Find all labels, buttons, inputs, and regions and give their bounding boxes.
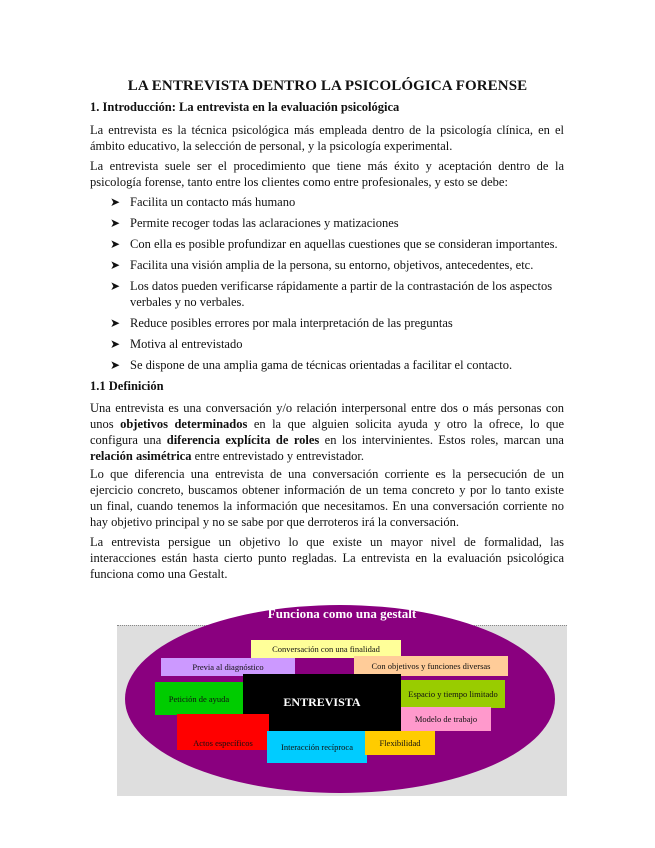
text-line: Los datos pueden verificarse rápidamente a partir de la contrastación de los aspectos bbox=[130, 279, 553, 293]
gestalt-diagram bbox=[117, 600, 567, 795]
paragraph-intro-2 bbox=[90, 158, 564, 190]
box-entrevista-center: ENTREVISTA bbox=[243, 674, 401, 731]
text-line: relación asimétrica entre entrevistado y entrevistador. bbox=[90, 449, 364, 463]
box-espacio-tiempo: Espacio y tiempo limitado bbox=[401, 680, 505, 708]
box-peticion-ayuda: Petición de ayuda bbox=[155, 682, 243, 715]
paragraph-difference bbox=[90, 466, 564, 530]
arrow-bullet-icon: ➤ bbox=[110, 216, 121, 230]
document-page: LA ENTREVISTA DENTRO LA PSICOLÓGICA FORENSE 1. Introducción: La entrevista en la evaluación psicológica La entrevista es la técnica psicológica más empleada dentro de la psicología clínica, en el ámbito educativo, la selección de personal, y la psicología experimental. La entrevista suele ser el procedimiento que tiene más éxito y aceptación dentro de la psicología forense, tanto entre los clientes como entre profesionales, y esto se debe: ➤ Facilita un contacto más humano ➤ Permite recoger todas las aclaraciones y matizaciones ➤ Con ella es posible profundizar en aquellas cuestiones que se consideran importantes. ➤ Facilita una visión amplia de la persona, su entorno, objetivos, antecedentes, etc. ➤ Los datos pueden verificarse rápidamente a partir de la contrastación de los aspectos verbales y no verbales. ➤ Reduce posibles errores por mala interpretación de las preguntas ➤ Motiva al entrevistado ➤ Se dispone de una amplia gama de técnicas orientadas a facilitar el contacto. 1.1 Definición Una entrevista es una conversación y/o relación interpersonal entre dos o más personas con unos objetivos determinados en la que alguien solicita ayuda y otro la ofrece, lo que configura una diferencia explícita de roles en los intervinientes. Estos roles, marcan una relación asimétrica entre entrevistado y entrevistador. Lo que diferencia una entrevista de una conversación corriente es la persecución de un ejercicio concreto, buscamos obtener información de un tema concreto y por lo tanto existe un final, cuando tenemos la información que necesitamos. En una conversación corriente no hay objetivo principal y no se sabe por que derroteros irá la conversación. La entrevista persigue un objetivo lo que existe un mayor nivel de formalidad, las interacciones están hasta cierto punto regladas. La entrevista en la evaluación psicológica funciona como una Gestalt. Funciona como una gestalt Conversación con una finalidad Previa al diagnóstico Con objetivos y funciones diversas Petición de ayuda Espacio y tiempo limitado Modelo de trabajo ENTREVISTA Actos específicos Interacción recíproca Flexibilidad bbox=[0, 0, 655, 848]
arrow-bullet-icon: ➤ bbox=[110, 237, 121, 251]
text-line: La entrevista suele ser el procedimiento que tiene más éxito y aceptación dentro de la bbox=[90, 159, 564, 173]
arrow-bullet-icon: ➤ bbox=[110, 195, 121, 209]
text-line: Una entrevista es una conversación y/o relación interpersonal entre dos o más personas con bbox=[90, 401, 564, 415]
paragraph-intro-1 bbox=[90, 122, 564, 154]
section-heading-definicion: 1.1 Definición bbox=[90, 379, 164, 393]
text-line: un final, cuando tenemos la información que necesitamos. En una conversación corriente no bbox=[90, 499, 564, 513]
section-heading-introduccion: 1. Introducción: La entrevista en la evaluación psicológica bbox=[90, 100, 400, 114]
box-modelo-trabajo: Modelo de trabajo bbox=[401, 707, 491, 731]
text-line: La entrevista es la técnica psicológica más empleada dentro de la psicología clínica, en el bbox=[90, 123, 564, 137]
arrow-bullet-icon: ➤ bbox=[110, 337, 121, 351]
text-line: ejercicio concreto, buscamos obtener información de un tema concreto y por lo tanto existe bbox=[90, 483, 564, 497]
box-conversacion: Conversación con una finalidad bbox=[251, 640, 401, 658]
text-line: unos objetivos determinados en la que alguien solicita ayuda y otro la ofrece, lo que bbox=[90, 417, 564, 431]
text-line: verbales y no verbales. bbox=[130, 295, 245, 309]
text-line: ámbito educativo, la selección de personal, y la psicología experimental. bbox=[90, 139, 453, 153]
paragraph-gestalt bbox=[90, 534, 564, 582]
box-objetivos-funciones: Con objetivos y funciones diversas bbox=[354, 656, 508, 676]
text-line: configura una diferencia explícita de roles en los intervinientes. Estos roles, marcan una bbox=[90, 433, 564, 447]
arrow-bullet-icon: ➤ bbox=[110, 258, 121, 272]
document-title: LA ENTREVISTA DENTRO LA PSICOLÓGICA FORENSE bbox=[127, 78, 528, 94]
box-previa-diagnostico: Previa al diagnóstico bbox=[161, 658, 295, 676]
box-interaccion-reciproca: Interacción recíproca bbox=[267, 731, 367, 763]
text-line: hay objetivo principal y no se sabe por que derroteros irá la conversación. bbox=[90, 515, 459, 529]
text-line: interacciones están hasta cierto punto regladas. La entrevista en la evaluación psicológica bbox=[90, 551, 564, 565]
text-line: Lo que diferencia una entrevista de una conversación corriente es la persecución de un bbox=[90, 467, 564, 481]
diagram-title: Funciona como una gestalt bbox=[267, 606, 417, 621]
text-line: funciona como una Gestalt. bbox=[90, 567, 228, 581]
arrow-bullet-icon: ➤ bbox=[110, 316, 121, 330]
paragraph-definition bbox=[90, 400, 564, 464]
box-actos-especificos: Actos específicos bbox=[177, 714, 269, 750]
text-line: psicología forense, tanto entre los clientes como entre profesionales, y esto se debe: bbox=[90, 175, 508, 189]
arrow-bullet-icon: ➤ bbox=[110, 279, 121, 293]
arrow-bullet-icon: ➤ bbox=[110, 358, 121, 372]
box-flexibilidad: Flexibilidad bbox=[365, 731, 435, 755]
text-line: La entrevista persigue un objetivo lo que existe un mayor nivel de formalidad, las bbox=[90, 535, 564, 549]
